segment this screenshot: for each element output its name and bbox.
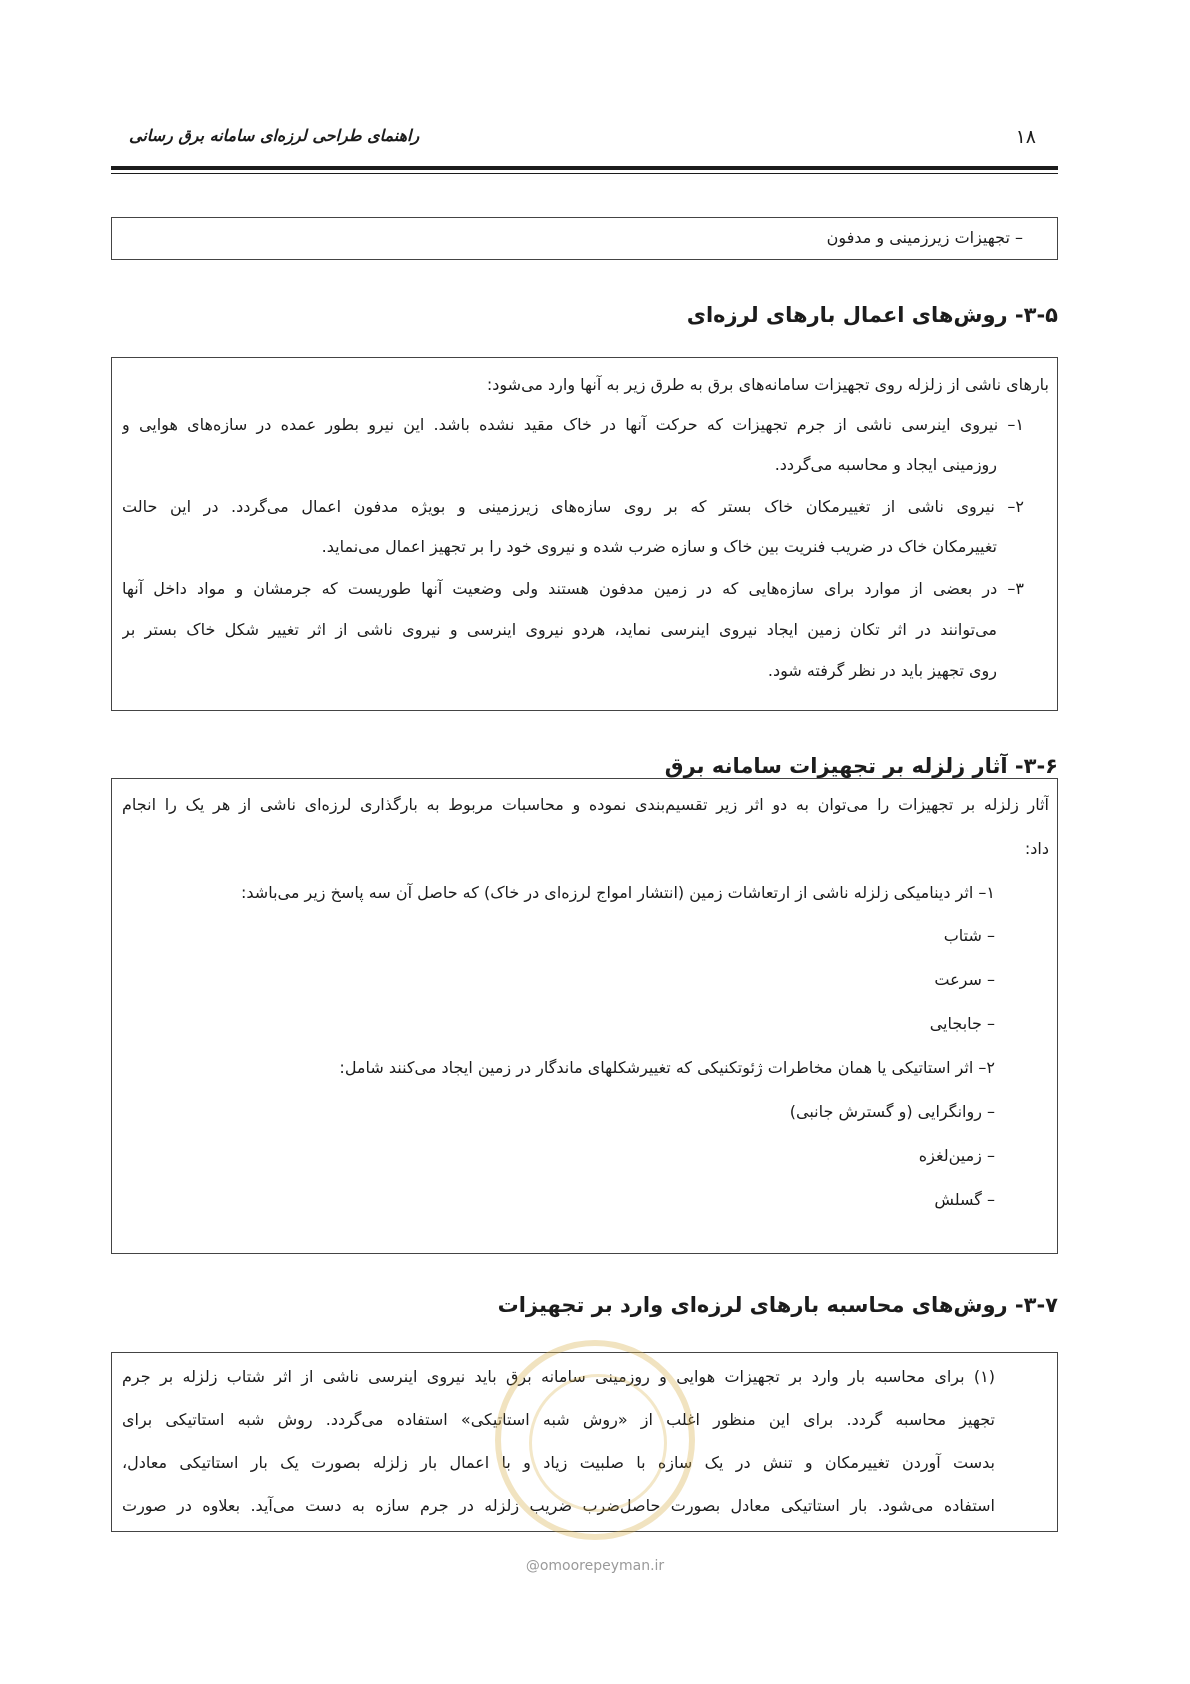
header-rule-thick — [111, 166, 1058, 170]
bullet-line: – سرعت — [934, 970, 995, 989]
list-item-line: ۲– اثر استاتیکی یا همان مخاطرات ژئوتکنیکی که تغییرشکلهای ماندگار در زمین ایجاد می‌کنند شامل: — [339, 1058, 995, 1077]
section-heading-3-6: ۳-۶- آثار زلزله بر تجهیزات سامانه برق — [664, 754, 1058, 778]
section-box-3-6 — [111, 778, 1058, 1254]
section-heading-3-5: ۳-۵- روش‌های اعمال بارهای لرزه‌ای — [686, 303, 1058, 327]
running-title: راهنمای طراحی لرزه‌ای سامانه برق رسانی — [129, 126, 420, 145]
list-item-line: می‌توانند در اثر تکان زمین ایجاد نیروی اینرسی نماید، هردو نیروی اینرسی و نیروی ناشی از اثر تغییر شکل خاک بستر بر — [122, 620, 997, 639]
section-heading-3-7: ۳-۷- روش‌های محاسبه بارهای لرزه‌ای وارد بر تجهیزات — [497, 1293, 1058, 1317]
bullet-line: – تجهیزات زیرزمینی و مدفون — [826, 228, 1023, 247]
bullet-line: – جابجایی — [929, 1014, 995, 1033]
list-item-line: ۱– نیروی اینرسی ناشی از جرم تجهیزات که حرکت آنها در خاک مقید نشده باشد. این نیرو بطور عمده در سازه‌های هوایی و — [122, 415, 1024, 434]
bullet-line: – شتاب — [943, 926, 995, 945]
underground-equipment-box — [111, 217, 1058, 260]
list-item-line: ۱– اثر دینامیکی زلزله ناشی از ارتعاشات زمین (انتشار امواج لرزه‌ای در خاک) که حاصل آن سه پاسخ زیر می‌باشد: — [241, 883, 995, 902]
bullet-line: – زمین‌لغزه — [918, 1146, 995, 1165]
paragraph-line: تجهیز محاسبه گردد. برای این منظور اغلب از «روش شبه استاتیکی» استفاده می‌گردد. روش شبه استاتیکی برای — [122, 1410, 995, 1429]
paragraph-line: داد: — [1024, 839, 1049, 858]
list-item-line: روی تجهیز باید در نظر گرفته شود. — [767, 661, 997, 680]
paragraph-line: (۱) برای محاسبه بار وارد بر تجهیزات هوایی و روزمینی سامانه برق باید نیروی اینرسی ناشی از اثر شتاب زلزله بر جرم — [122, 1367, 995, 1386]
paragraph-line: بارهای ناشی از زلزله روی تجهیزات سامانه‌های برق به طرق زیر به آنها وارد می‌شود: — [486, 375, 1049, 394]
header-rule-thin — [111, 173, 1058, 174]
bullet-line: – گسلش — [934, 1190, 995, 1209]
page-number: ۱۸ — [1015, 126, 1036, 148]
website-watermark: @omoorepeyman.ir — [525, 1558, 665, 1574]
paragraph-line: استفاده می‌شود. بار استاتیکی معادل بصورت حاصل‌ضرب ضریب زلزله در جرم سازه به دست می‌آید. بعلاوه در صورت — [122, 1496, 995, 1515]
section-box-3-5 — [111, 357, 1058, 711]
list-item-line: روزمینی ایجاد و محاسبه می‌گردد. — [774, 455, 997, 474]
list-item-line: تغییرمکان خاک در ضریب فنریت بین خاک و سازه ضرب شده و نیروی خود را بر تجهیز اعمال می‌نماید. — [321, 537, 997, 556]
bullet-line: – روانگرایی (و گسترش جانبی) — [789, 1102, 995, 1121]
list-item-line: ۲– نیروی ناشی از تغییرمکان خاک بستر که بر روی سازه‌های زیرزمینی و بویژه مدفون اعمال می‌گردد. در این حالت — [122, 497, 1024, 516]
paragraph-line: بدست آوردن تغییرمکان و تنش در یک سازه با صلبیت زیاد و با اعمال بار زلزله بصورت یک بار استاتیکی معادل، — [122, 1453, 995, 1472]
section-box-3-7 — [111, 1352, 1058, 1532]
paragraph-line: آثار زلزله بر تجهیزات را می‌توان به دو اثر زیر تقسیم‌بندی نموده و محاسبات مربوط به بارگذاری لرزه‌ای ناشی از هر یک را انجام — [122, 795, 1049, 814]
page-header — [115, 126, 1058, 146]
list-item-line: ۳– در بعضی از موارد برای سازه‌هایی که در زمین مدفون هستند ولی وضعیت آنها طوریست که جرمشان و مواد داخل آنها — [122, 579, 1024, 598]
